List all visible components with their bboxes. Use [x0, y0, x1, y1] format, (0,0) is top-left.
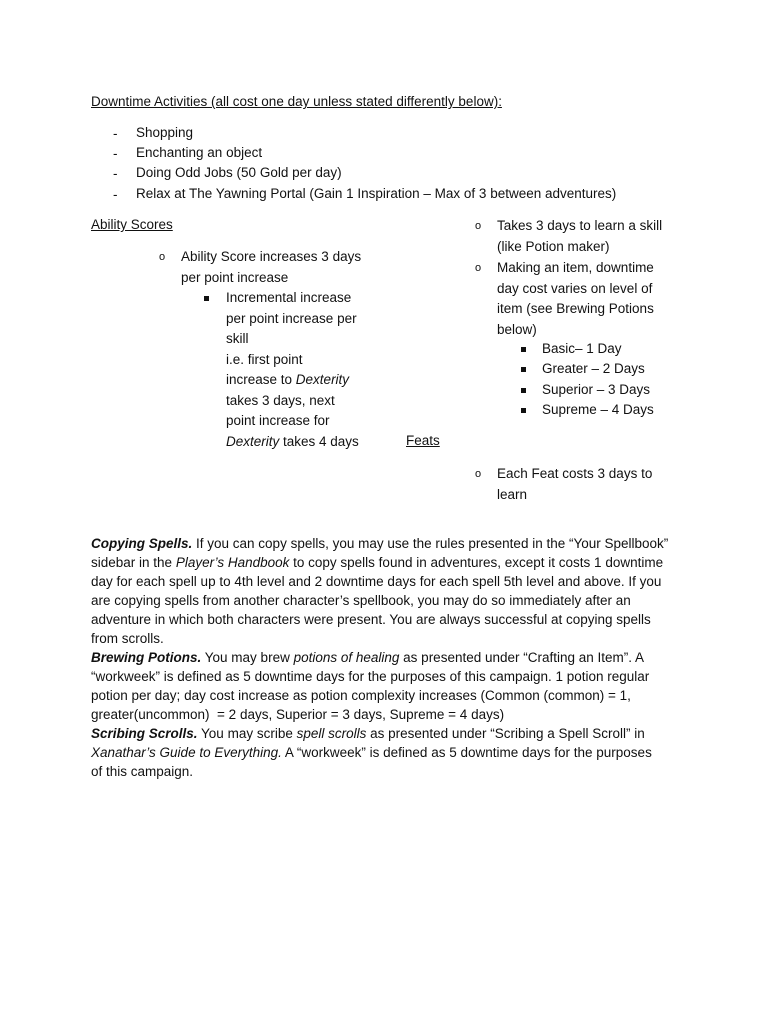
brewing-line: greater(uncommon) = 2 days, Superior = 3 days, Supreme = 4 days)	[91, 707, 505, 722]
circle-bullet: o	[159, 251, 166, 263]
dash-bullet: -	[113, 146, 118, 161]
text-line: Dexterity takes 4 days	[226, 433, 359, 449]
text-line: below)	[497, 321, 537, 337]
text-line: point increase for	[226, 413, 330, 428]
dash-bullet: -	[113, 126, 118, 141]
copying-line: Copying Spells. If you can copy spells, you may use the rules presented in the “Your Spellbook”	[91, 536, 669, 551]
feat-item	[497, 464, 652, 505]
list-item: Enchanting an object	[136, 145, 263, 160]
ability-subitem	[226, 288, 359, 452]
ability-item	[181, 247, 361, 288]
feats-title: Feats	[406, 433, 440, 448]
text-line: Making an item, downtime	[497, 260, 654, 275]
scribing-line: Xanathar’s Guide to Everything. A “workweek” is defined as 5 downtime days for the purposes	[91, 745, 652, 760]
text-line: skill	[226, 331, 249, 346]
list-item: Basic– 1 Day	[542, 341, 622, 356]
circle-bullet: o	[475, 262, 482, 274]
dash-bullet: -	[113, 187, 118, 202]
dash-bullet: -	[113, 166, 118, 181]
circle-bullet: o	[475, 468, 482, 480]
square-bullet	[521, 367, 526, 372]
scribing-line: Scribing Scrolls. You may scribe spell scrolls as presented under “Scribing a Spell Scroll” in	[91, 726, 645, 741]
list-item: Doing Odd Jobs (50 Gold per day)	[136, 165, 342, 180]
circle-bullet: o	[475, 220, 482, 232]
copying-line: are copying spells from another character’s spellbook, you may do so immediately after an	[91, 593, 631, 608]
square-bullet	[521, 347, 526, 352]
downtime-heading: Downtime Activities (all cost one day unless stated differently below):	[91, 94, 502, 109]
copying-line: adventure in which both characters were present. You are always successful at copying spells	[91, 612, 651, 627]
text-line: Takes 3 days to learn a skill	[497, 218, 663, 233]
making-item	[497, 258, 654, 340]
brewing-line: “workweek” is defined as 5 downtime days for the purposes of this campaign. 1 potion regular	[91, 669, 650, 684]
text-line: Ability Score increases 3 days	[181, 249, 362, 264]
text-line: learn	[497, 486, 528, 502]
text-line: takes 3 days, next	[226, 392, 335, 408]
text-line: day cost varies on level of	[497, 280, 653, 296]
list-item: Relax at The Yawning Portal (Gain 1 Inspiration – Max of 3 between adventures)	[136, 186, 617, 201]
square-bullet	[521, 388, 526, 393]
list-item: Superior – 3 Days	[542, 382, 651, 397]
text-line: Each Feat costs 3 days to	[497, 466, 653, 481]
list-item: Supreme – 4 Days	[542, 402, 654, 417]
copying-line: from scrolls.	[91, 631, 164, 646]
square-bullet	[204, 296, 209, 301]
brewing-line: Brewing Potions. You may brew potions of healing as presented under “Crafting an Item”. A	[91, 650, 645, 665]
text-line: per point increase	[181, 269, 289, 285]
list-item: Greater – 2 Days	[542, 361, 645, 376]
copying-line: day for each spell up to 4th level and 2 downtime days for each spell 5th level and above. If you	[91, 574, 662, 589]
text-line: increase to Dexterity	[226, 372, 350, 387]
ability-scores-title: Ability Scores	[91, 217, 173, 232]
text-line: per point increase per	[226, 310, 357, 326]
square-bullet	[521, 408, 526, 413]
text-line: i.e. first point	[226, 351, 303, 367]
text-line: item (see Brewing Potions	[497, 301, 654, 316]
brewing-line: potion per day; day cost increase as potion complexity increases (Common (common) = 1,	[91, 688, 631, 703]
skill-item	[497, 216, 662, 257]
rules-paragraphs	[91, 534, 691, 781]
copying-line: sidebar in the Player’s Handbook to copy spells found in adventures, except it costs 1 downtime	[91, 555, 664, 570]
scribing-line: of this campaign.	[91, 764, 194, 779]
text-line: (like Potion maker)	[497, 238, 610, 254]
text-line: Incremental increase	[226, 290, 352, 305]
list-item: Shopping	[136, 125, 194, 140]
